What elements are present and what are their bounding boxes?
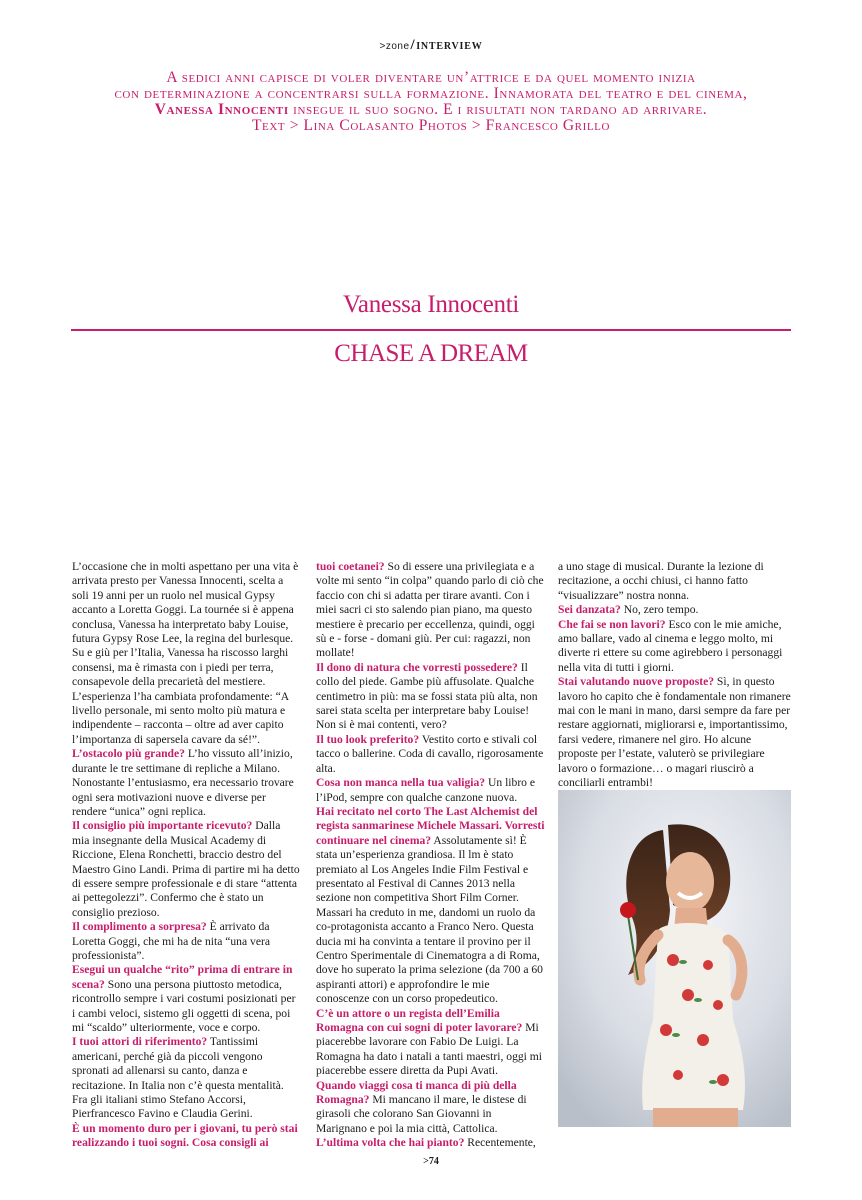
question: Il dono di natura che vorresti possedere? (316, 660, 518, 674)
answer: Assolutamente sì! È stata un’esperienza grandiosa. Il lm è stato premiato al Los Angeles Indie Film Festival e presentato al Festival di Cannes 2013 nella sezione non competitiva Short Film Corner. Massari ha creduto in me, dandomi un ruolo da co-protagonista accanto a Franco Nero. Questa ducia mi ha convinta a tentare il provino per il Centro Sperimentale di Cinematogra a di Roma, dove ho superato la prima selezione (da 700 a 60 aspiranti attori) e approfondire le mie conoscenze con un corso propedeutico. (316, 833, 543, 1006)
intro-line-1: A sedici anni capisce di voler diventare un’attrice e da quel momento inizia (166, 69, 696, 86)
question: È un momento duro per i giovani, tu però stai realizzando i tuoi sogni. Cosa consigli ai (72, 1121, 298, 1150)
qa-pair (316, 1079, 545, 1137)
subject-name: Vanessa Innocenti (342, 291, 520, 318)
question: I tuoi attori di riferimento? (72, 1035, 208, 1049)
answer: Esco con le mie amiche, amo ballare, vado al cinema e leggo molto, mi diverte ri ettere su come agirebbero i personaggi nella vita di tutti i giorni. (558, 617, 783, 674)
paragraph-text: a uno stage di musical. Durante la lezione di recitazione, a occhi chiusi, ci hanno fatto “visualizzare” nostra nonna. (558, 560, 764, 602)
intro-subject-name: Vanessa Innocenti (154, 101, 289, 118)
question: tuoi coetanei? (316, 560, 385, 573)
qa-pair (316, 661, 545, 733)
question: Quando viaggi cosa ti manca di più della Romagna? (316, 1078, 517, 1107)
qa-pair (72, 963, 300, 1035)
paragraph (558, 560, 791, 603)
qa-pair (72, 747, 300, 819)
qa-pair (558, 603, 791, 617)
section-tag (0, 37, 862, 54)
question: L’ultima volta che hai pianto? (316, 1136, 465, 1150)
intro-credits: Text > Lina Colasanto Photos > Francesco Grillo (251, 117, 611, 134)
intro-line-2: con determinazione a concentrarsi sulla formazione. Innamorata del teatro e del cinema, (114, 85, 748, 102)
qa-pair (316, 1136, 545, 1150)
question: Cosa non manca nella tua valigia? (316, 776, 486, 790)
paragraph (72, 560, 300, 747)
portrait-photo (558, 790, 791, 1127)
question: Stai valutando nuove proposte? (558, 675, 715, 689)
question: Il tuo look preferito? (316, 732, 420, 746)
answer: Mi mancano il mare, le distese di girasoli che colorano San Giovanni in Marignano e poi la mia città, Cattolica. (316, 1093, 527, 1135)
page-number: >74 (423, 1156, 439, 1167)
answer: Vestito corto e stivali col tacco o ballerine. Coda di cavallo, rigorosamente alta. (316, 732, 544, 775)
answer: Tantissimi americani, perché già da piccoli vengono spronati ad allenarsi su canto, danza e recitazione. In Italia non c’è questa mentalità. Fra gli italiani stimo Stefano Accorsi, Pierfrancesco Favino e Claudia Gerini. (72, 1035, 284, 1121)
question: Sei danzata? (558, 603, 621, 617)
question: Che fai se non lavori? (558, 617, 666, 631)
answer: Recentemente, (464, 1136, 536, 1150)
answer: Mi piacerebbe lavorare con Fabio De Luigi. La Romagna ha dato i natali a tanti maestri, oggi mi piacerebbe essere diretta da Pupi Avati. (316, 1021, 543, 1078)
qa-pair (72, 1035, 300, 1121)
qa-pair (72, 920, 300, 963)
question: Il complimento a sorpresa? (72, 920, 207, 934)
intro-standfirst (80, 70, 782, 134)
qa-pair (72, 819, 300, 920)
question: Il consiglio più importante ricevuto? (72, 819, 253, 833)
face (666, 852, 714, 912)
intro-line-3-rest: insegue il suo sogno. E i risultati non tardano ad arrivare. (288, 101, 708, 118)
rose-head (620, 902, 636, 918)
answer: Dalla mia insegnante della Musical Academy di Riccione, Elena Ronchetti, braccio destro del Maestro Gino Landi. Prima di partire mi ha detto di essere sempre professionale e di stare “attenta ai pettegolezzi”. Confermo che è stato un consiglio prezioso. (72, 819, 300, 919)
question: Esegui un qualche “rito” prima di entrare in scena? (72, 963, 293, 991)
qa-pair (72, 1122, 300, 1151)
qa-pair (558, 675, 791, 790)
answer: So di essere una privilegiata e a volte mi sento “in colpa” quando parlo di ciò che faccio con chi si adatta per tirare avanti. Con i miei sacri ci sto salendo pian piano, ma questo mestiere è precario per eccellenza, quindi, oggi sù e - forse - domani giù. Per cui: ragazzi, non mollate! (316, 560, 544, 660)
column-2 (316, 560, 545, 1151)
answer: Sono una persona piuttosto metodica, ricontrollo sempre i vari costumi posizionati per i cambi veloci, sistemo gli oggetti di scena, poi mi “scaldo” ulteriormente, voce e corpo. (72, 977, 296, 1034)
answer: Sì, in questo lavoro ho capito che è fondamentale non rimanere mai con le mani in mano, darsi sempre da fare per restare aggiornati, migliorarsi e, importantissimo, farsi vedere, rimanere nel giro. Ho alcune proposte per l’estate, valuterò se privilegiare lavoro o formazione… o magari riuscirò a conciliarli entrambi! (558, 675, 791, 790)
qa-pair (316, 1007, 545, 1079)
intro-line-3 (80, 102, 782, 118)
question: C’è un attore o un regista dell’Emilia Romagna con cui sogni di poter lavorare? (316, 1006, 523, 1034)
qa-pair (558, 618, 791, 676)
section-slash: / (410, 37, 416, 53)
answer: No, zero tempo. (620, 603, 699, 617)
question: Hai recitato nel corto The Last Alchemist del regista sanmarinese Michele Massari. Vorresti continuare nel cinema? (316, 804, 545, 847)
column-1 (72, 560, 300, 1151)
section-name: INTERVIEW (416, 41, 483, 52)
question: L’ostacolo più grande? (72, 747, 185, 761)
answer: L’ho vissuto all’inizio, durante le tre settimane di repliche a Milano. Nonostante l’entusiasmo, era necessario trovare ogni sera motivazioni nuove e diverse per rendere “unica” ogni replica. (72, 747, 294, 818)
legs (653, 1108, 738, 1127)
article-headline: CHASE A DREAM (334, 340, 528, 367)
zone-label: >zone (379, 41, 410, 52)
qa-pair (316, 733, 545, 776)
column-3 (558, 560, 791, 791)
qa-pair (316, 805, 545, 1007)
qa-pair (316, 560, 545, 661)
qa-pair (316, 776, 545, 805)
title-divider (71, 329, 791, 331)
answer: Un libro e l’iPod, sempre con qualche canzone nuova. (316, 776, 536, 804)
answer: Il collo del piede. Gambe più affusolate. Qualche centimetro in più: ma se fossi stata più alta, non sarei stata scelta per interpretare baby Louise! Non si è mai contenti, vero? (316, 660, 538, 732)
answer: È arrivato da Loretta Goggi, che mi ha de nita “una vera professionista”. (72, 920, 270, 962)
paragraph-text: L’occasione che in molti aspettano per una vita è arrivata presto per Vanessa Innocenti, scelta a soli 19 anni per un ruolo nel musical Gypsy accanto a Loretta Goggi. La tournée si è appena conclusa, Vanessa ha interpretato baby Louise, futura Gypsy Rose Lee, la regina del burlesque. Su e giù per l’Italia, Vanessa ha riscosso larghi consensi, ma è rimasta con i piedi per terra, consapevole della precarietà del mestiere. L’esperienza l’ha cambiata profondamente: “A livello personale, mi sento molto più matura e indipendente – racconta – oltre ad aver capito l’importanza di sapersela cavare da sé!”. (72, 560, 299, 746)
